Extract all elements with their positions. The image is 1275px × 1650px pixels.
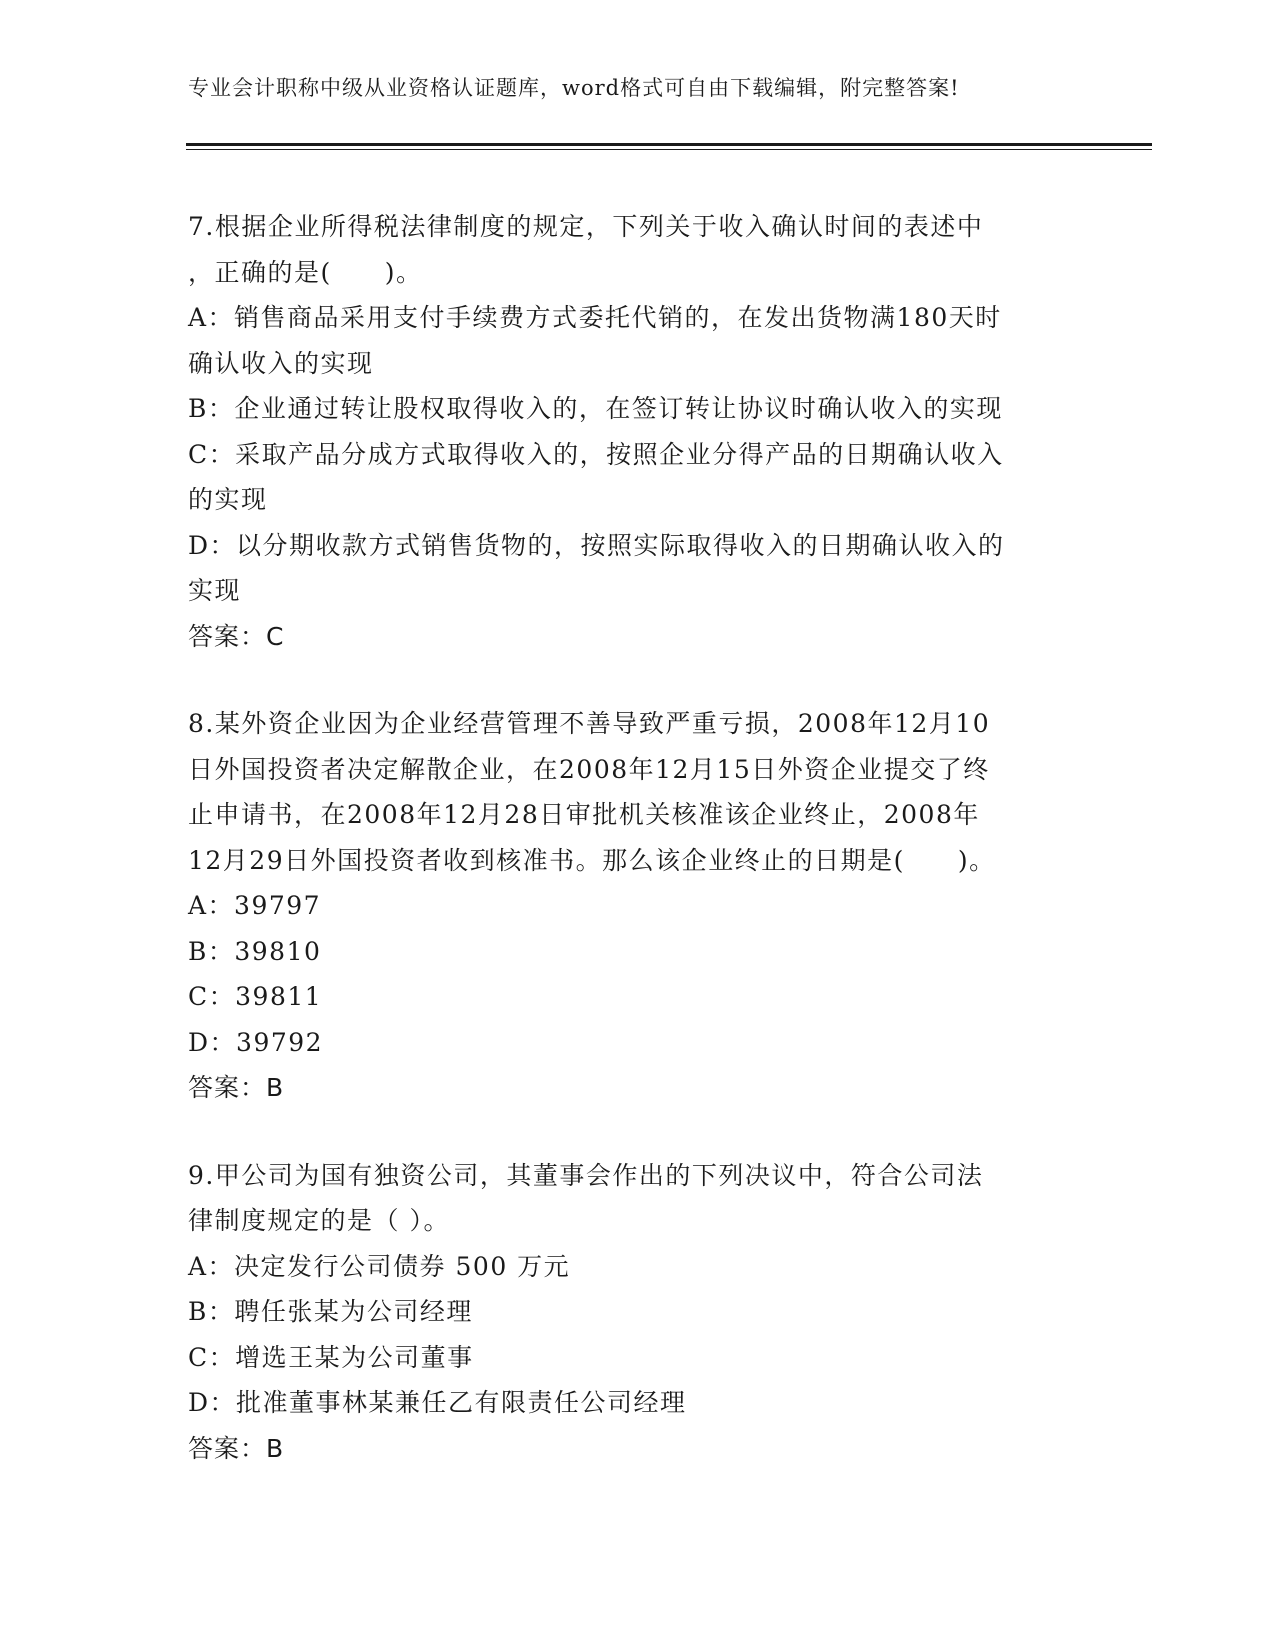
option-c: C：采取产品分成方式取得收入的，按照企业分得产品的日期确认收入 xyxy=(188,439,1004,469)
option-a: A：销售商品采用支付手续费方式委托代销的，在发出货物满180天时 xyxy=(188,303,1002,332)
page-header: 专业会计职称中级从业资格认证题库，word格式可自由下载编辑，附完整答案! xyxy=(188,76,960,100)
option-a: A：39797 xyxy=(188,891,322,920)
question-stem-line: 9.甲公司为国有独资公司，其董事会作出的下列决议中，符合公司法 xyxy=(188,1160,984,1190)
option-d-continued: 实现 xyxy=(188,576,242,605)
header-rule-thick xyxy=(186,143,1152,146)
question-stem-line: 止申请书，在2008年12月28日审批机关核准该企业终止，2008年 xyxy=(188,800,980,829)
option-a-continued: 确认收入的实现 xyxy=(188,348,374,378)
question-stem-line: ，正确的是( )。 xyxy=(188,257,423,287)
option-b: B：企业通过转让股权取得收入的，在签订转让协议时确认收入的实现 xyxy=(188,394,1003,423)
question-7 xyxy=(188,204,1068,659)
option-c-continued: 的实现 xyxy=(188,485,268,514)
question-stem-line: 8.某外资企业因为企业经营管理不善导致严重亏损，2008年12月10 xyxy=(188,709,991,738)
answer-label: 答案：B xyxy=(188,1433,285,1463)
answer-label: 答案：B xyxy=(188,1073,285,1102)
question-stem-line: 7.根据企业所得税法律制度的规定，下列关于收入确认时间的表述中 xyxy=(188,212,984,241)
option-d: D：批准董事林某兼任乙有限责任公司经理 xyxy=(188,1388,687,1417)
question-stem-line: 12月29日外国投资者收到核准书。那么该企业终止的日期是( )。 xyxy=(188,845,996,875)
option-d: D：以分期收款方式销售货物的，按照实际取得收入的日期确认收入的 xyxy=(188,530,1005,560)
option-b: B：聘任张某为公司经理 xyxy=(188,1297,473,1326)
header-rule-thin xyxy=(186,149,1152,150)
option-b: B：39810 xyxy=(188,936,322,966)
option-c: C：39811 xyxy=(188,982,323,1011)
question-list xyxy=(188,204,1068,1513)
question-8 xyxy=(188,701,1068,1111)
question-9 xyxy=(188,1153,1068,1472)
option-a: A：决定发行公司债券 500 万元 xyxy=(188,1251,571,1281)
question-stem-line: 律制度规定的是（ ）。 xyxy=(188,1206,450,1235)
question-stem-line: 日外国投资者决定解散企业，在2008年12月15日外资企业提交了终 xyxy=(188,754,990,784)
option-d: D：39792 xyxy=(188,1027,324,1057)
answer-label: 答案：C xyxy=(188,621,285,651)
option-c: C：增选王某为公司董事 xyxy=(188,1342,474,1372)
